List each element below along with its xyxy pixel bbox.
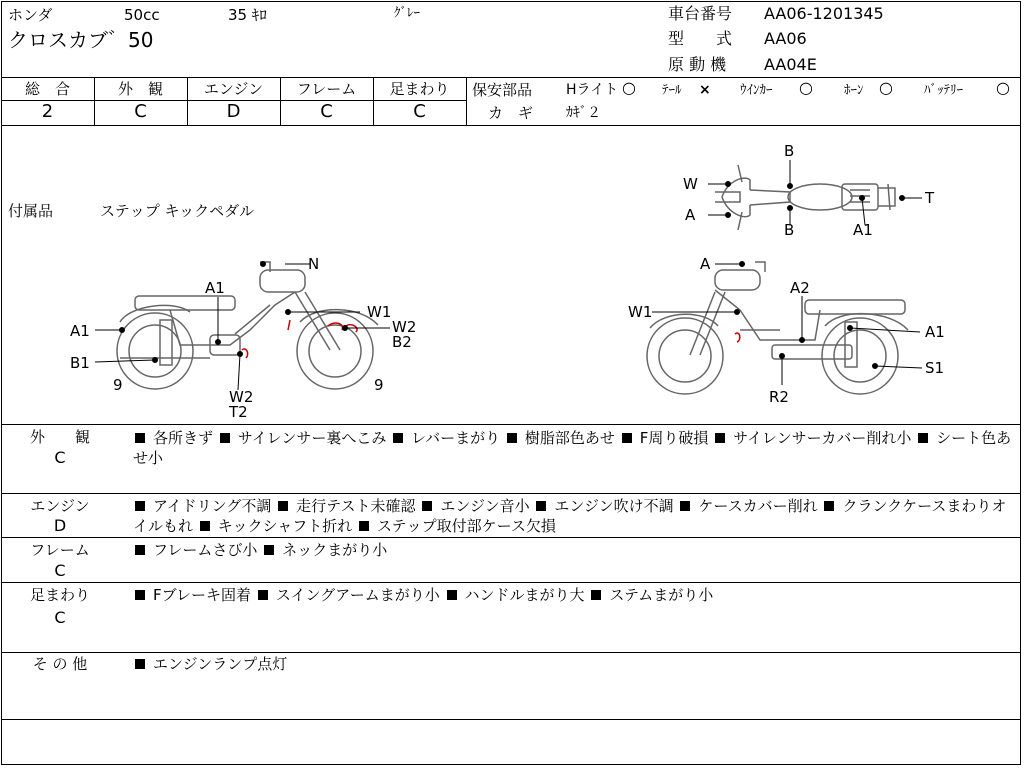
top-view-diagram [670,140,950,240]
accessories-label: 付属品 [8,202,54,220]
frame-item: ネックまがり小 [282,541,388,559]
safety-horn-label: ﾎｰﾝ [844,83,864,98]
right-label-w1: W1 [628,303,653,321]
engine-item: 走行テスト未確認 [296,497,416,515]
safety-battery-label: ﾊﾞｯﾃﾘｰ [924,83,963,98]
chassis-value: AA06-1201345 [764,4,884,23]
engine-label: 原 動 機 [668,55,727,74]
exterior-item: サイレンサーカバー削れ小 [733,429,912,447]
grade-value-frame: C [320,101,333,122]
accessories-value: ステップ キックペダル [100,202,255,220]
section-divider [1,537,1021,538]
grade-label-frame: フレーム [296,80,357,98]
exterior-item: サイレンサー裏へこみ [237,429,387,447]
diagram-bottom-line [1,424,1021,425]
frame-item: フレームさび小 [153,541,258,559]
other-item: エンジンランプ点灯 [153,655,288,673]
grade-value-overall: 2 [41,101,54,122]
left-label-a1: A1 [70,322,90,340]
section-body-engine [133,496,1013,536]
suspension-item: スイングアームまがり小 [275,586,440,604]
section-divider [1,719,1021,720]
chassis-label: 車台番号 [668,4,733,23]
right-label-a1: A1 [925,323,945,341]
engine-item: エンジン吹け不調 [554,497,674,515]
safety-winker-mark: ○ [799,78,813,97]
left-view-diagram [60,250,430,425]
right-label-s1: S1 [925,359,945,377]
maker: ホンダ [8,6,53,24]
section-divider [1,582,1021,583]
safety-headlight-mark: ○ [622,78,636,97]
safety-battery-mark: ○ [996,78,1010,97]
top-label-t: T [925,189,935,207]
left-label-b2: B2 [392,333,412,351]
left-label-t2: T2 [229,403,248,421]
grade-label-engine: エンジン [203,80,264,98]
section-title-suspension: 足まわり [29,586,90,604]
grade-label-suspension: 足まわり [389,80,450,98]
left-label-w2b: W2 [229,388,254,406]
header-divider [1,77,1021,78]
section-body-suspension [133,585,1013,605]
grade-divider [466,77,467,125]
left-label-a1-top: A1 [205,279,225,297]
section-grade-frame: C [54,561,66,580]
suspension-item: Fブレーキ固着 [153,586,252,604]
grades-bottom-line [1,125,1021,126]
exterior-item: 樹脂部色あせ [524,429,615,447]
section-title-engine: エンジン [30,497,90,515]
section-grade-exterior: C [54,448,66,467]
key-label: カ ギ [488,104,534,122]
top-label-b2: B [784,221,795,239]
section-body-frame [133,540,1013,560]
color: ｸﾞﾚｰ [394,6,420,21]
safety-tail-mark: × [699,82,711,98]
left-label-w1: W1 [367,303,392,321]
engine-item: クランクケースまわりオイルもれ [133,497,1007,535]
engine-item: アイドリング不調 [153,497,272,515]
engine-value: AA04E [764,55,817,74]
left-label-9b: 9 [374,376,384,394]
section-title-frame: フレーム [30,541,90,559]
left-label-w2: W2 [392,318,417,336]
engine-item: ケースカバー削れ [698,497,818,515]
section-divider [1,493,1021,494]
type-value: AA06 [764,29,807,48]
suspension-item: ハンドルまがり大 [464,586,585,604]
safety-headlight-label: Hライト [566,82,619,98]
engine-item: ステップ取付部ケース欠損 [376,517,556,535]
right-label-r2: R2 [769,388,789,406]
key-value: ｶｷﾞ２ [566,105,601,121]
engine-item: エンジン音小 [440,497,530,515]
exterior-item: F周り破損 [639,429,709,447]
safety-tail-label: ﾃｰﾙ [662,83,682,98]
model-name: クロスカブ゛50 [8,28,154,52]
safety-title: 保安部品 [472,81,533,99]
right-label-a2: A2 [790,279,810,297]
top-label-b: B [784,142,795,160]
top-label-a: A [685,206,696,224]
top-label-a1: A1 [853,221,873,239]
section-title-other: そ の 他 [32,655,88,673]
right-view-diagram [620,250,960,410]
section-title-exterior: 外 観 [29,428,90,446]
mileage: 35 ｷﾛ [228,6,267,24]
section-body-other [133,654,1013,674]
displacement: 50cc [124,6,160,24]
grade-value-engine: D [226,101,241,122]
grade-label-exterior: 外 観 [117,80,163,98]
engine-item: キックシャフト折れ [217,517,353,535]
suspension-item: ステムまがり小 [609,586,714,604]
section-divider [1,652,1021,653]
section-body-exterior [133,428,1013,468]
left-label-9a: 9 [113,376,123,394]
exterior-item: シート色あせ小 [133,429,1012,467]
right-label-a: A [700,255,711,273]
safety-horn-mark: ○ [879,78,893,97]
section-grade-suspension: C [54,608,66,627]
safety-winker-label: ｳｲﾝｶｰ [740,83,773,98]
section-grade-engine: D [53,516,67,535]
grade-value-suspension: C [413,101,426,122]
left-label-b1: B1 [70,354,90,372]
type-label: 型 式 [668,29,733,48]
exterior-item: レバーまがり [411,429,501,447]
grade-label-overall: 総 合 [24,80,70,98]
left-label-n: N [308,255,320,273]
exterior-item: 各所きず [153,429,214,447]
top-label-w: W [683,175,698,193]
grade-value-exterior: C [134,101,147,122]
